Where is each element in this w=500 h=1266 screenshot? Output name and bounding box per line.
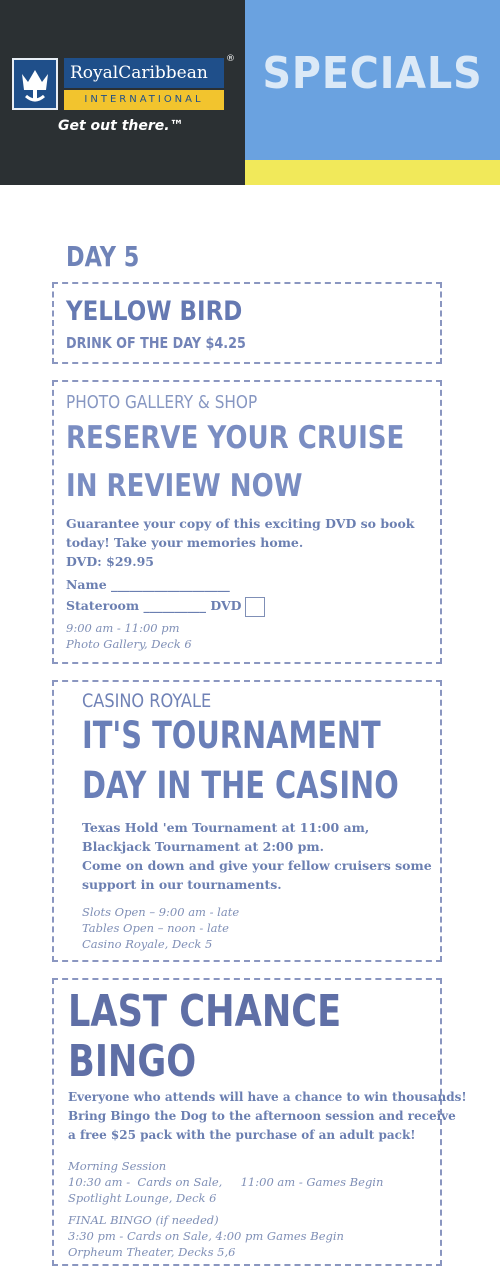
header-yellow-strip	[245, 160, 500, 185]
casino-headline-1: IT'S TOURNAMENT	[82, 714, 381, 757]
slots-hours: Slots Open – 9:00 am - late	[82, 905, 240, 919]
drink-special-box	[52, 282, 442, 364]
brand-tagline: Get out there.™	[58, 118, 184, 134]
bingo-body-line-3: a free $25 pack with the purchase of an adult pack!	[68, 1128, 416, 1142]
registered-mark: ®	[226, 54, 235, 64]
bingo-headline-2: BINGO	[68, 1036, 197, 1087]
photo-location: Photo Gallery, Deck 6	[66, 637, 192, 651]
crown-anchor-icon	[12, 58, 58, 110]
final-bingo-location: Orpheum Theater, Decks 5,6	[68, 1245, 236, 1259]
dvd-checkbox[interactable]	[245, 597, 265, 617]
tables-hours: Tables Open – noon - late	[82, 921, 229, 935]
casino-headline-2: DAY IN THE CASINO	[82, 764, 399, 807]
brand-name: RoyalCaribbean	[64, 58, 224, 88]
casino-body-line-3: Come on down and give your fellow cruisers some	[82, 858, 432, 873]
photo-body	[66, 514, 436, 617]
bingo-body	[68, 1088, 467, 1145]
final-bingo-title: FINAL BINGO (if needed)	[68, 1213, 219, 1227]
photo-time: 9:00 am - 11:00 pm	[66, 621, 180, 635]
day-title: DAY 5	[66, 240, 140, 273]
casino-body-line-2: Blackjack Tournament at 2:00 pm.	[82, 839, 324, 854]
specials-title: SPECIALS	[262, 48, 483, 99]
bingo-body-line-1: Everyone who attends will have a chance to win thousands!	[68, 1090, 467, 1104]
casino-body	[82, 818, 432, 894]
morning-session-location: Spotlight Lounge, Deck 6	[68, 1191, 217, 1205]
casino-location: Casino Royale, Deck 5	[82, 937, 213, 951]
photo-headline-2: IN REVIEW NOW	[66, 468, 303, 504]
final-bingo-times: 3:30 pm - Cards on Sale, 4:00 pm Games Begin	[68, 1229, 344, 1243]
photo-gallery-box	[52, 380, 442, 664]
casino-body-line-4: support in our tournaments.	[82, 877, 282, 892]
bingo-headline-1: LAST CHANCE	[68, 986, 342, 1037]
morning-session-times: 10:30 am - Cards on Sale, 11:00 am - Games Begin	[68, 1175, 384, 1189]
photo-body-line-2: today! Take your memories home.	[66, 535, 304, 550]
casino-body-line-1: Texas Hold 'em Tournament at 11:00 am,	[82, 820, 370, 835]
name-field[interactable]: Name ___________________	[66, 577, 230, 592]
bingo-body-line-2: Bring Bingo the Dog to the afternoon session and receive	[68, 1109, 456, 1123]
photo-headline-1: RESERVE YOUR CRUISE	[66, 420, 405, 456]
drink-title: YELLOW BIRD	[66, 296, 243, 327]
casino-kicker: CASINO ROYALE	[82, 690, 212, 712]
bingo-box	[52, 978, 467, 1266]
stateroom-field[interactable]: Stateroom __________ DVD	[66, 598, 242, 613]
dvd-price: DVD: $29.95	[66, 554, 154, 569]
stateroom-row	[66, 596, 436, 617]
brand-logo	[12, 54, 235, 110]
photo-kicker: PHOTO GALLERY & SHOP	[66, 392, 258, 413]
morning-session-title: Morning Session	[68, 1159, 167, 1173]
casino-box	[52, 680, 442, 962]
photo-body-line-1: Guarantee your copy of this exciting DVD so book	[66, 516, 415, 531]
drink-price: DRINK OF THE DAY $4.25	[66, 334, 246, 352]
brand-subtitle: INTERNATIONAL	[64, 90, 224, 110]
header-banner	[0, 0, 500, 185]
